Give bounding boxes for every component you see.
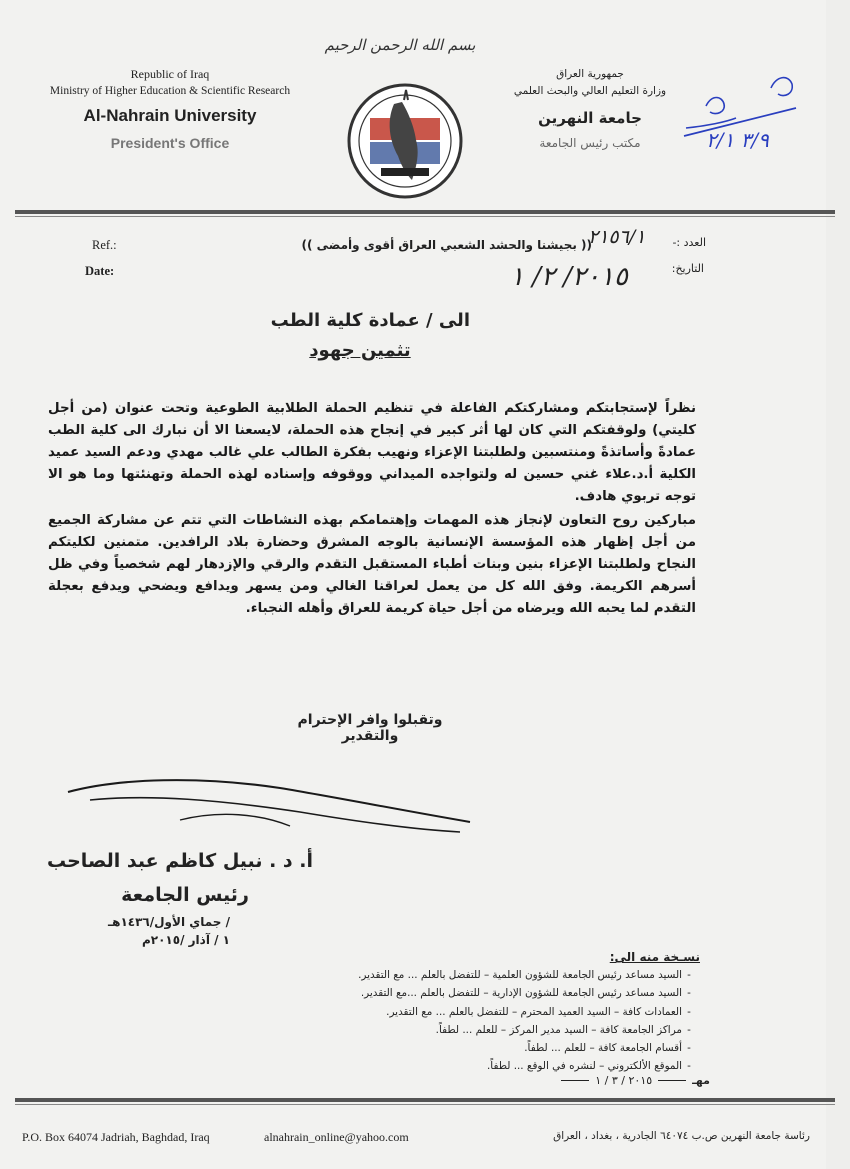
paragraph-1: نظراً لإستجابتكم ومشاركتكم الفاعلة في تنظيم الحملة الطلابية الطوعية وتحت عنوان (من أجل كليتي) ولوقفتكم التي كان لها أثر كبير في إنجاح هذه الحملة، لايسعنا الا أن نبارك الى كلية الطب عمادةً وأساتذةً ومنتسبين ولطلبتنا الإعزاء ونهيب بفكرة الطالب علي غالب مهدي ودعم السيد عميد الكلية أ.د.علاء غني حسين له ولتواجده الميداني ووقوفه وإسناده لهذه الحملة وتهنئتها وما هو الا توجه تربوي هادف. xyxy=(48,401,696,504)
university-en: Al-Nahrain University xyxy=(83,106,257,126)
initials: مهـ xyxy=(692,1074,710,1087)
footer-rule-thin xyxy=(15,1104,835,1105)
office-en: President's Office xyxy=(110,134,230,151)
list-dash: - xyxy=(687,1023,691,1036)
list-item: - السيد مساعد رئيس الجامعة للشؤون العلمية – للتفضل بالعلم ... مع التقدير. xyxy=(300,966,696,984)
address-ar: رئاسة جامعة النهرين ص.ب ٦٤٠٧٤ الجادرية ، بغداد ، العراق xyxy=(553,1130,810,1142)
date-label: Date: xyxy=(85,264,115,278)
signatory-name: أ. د . نبيل كاظم عبد الصاحب xyxy=(47,850,313,872)
header-rule xyxy=(15,210,835,214)
date-value: ٢٠١٥/ ٢/ ١ xyxy=(510,262,628,292)
ministry-ar: وزارة التعليم العالي والبحث العلمي xyxy=(513,84,667,97)
initials-rule-left xyxy=(561,1080,589,1081)
basmala: بسم الله الرحمن الرحيم xyxy=(324,36,476,54)
copies-list xyxy=(300,966,696,1076)
list-dash: - xyxy=(687,987,691,1000)
recipient: الى / عمادة كلية الطب xyxy=(270,310,470,331)
signatory-title: رئيس الجامعة xyxy=(121,884,249,906)
university-seal-logo xyxy=(346,82,464,200)
gregorian-date: ١ / آذار /٢٠١٥م xyxy=(141,933,230,947)
country-ar: جمهورية العراق xyxy=(556,68,624,80)
footer-rule xyxy=(15,1098,835,1102)
number-label: العدد :- xyxy=(672,236,706,249)
address-en: P.O. Box 64074 Jadriah, Baghdad, Iraq xyxy=(22,1130,210,1144)
signature-scribble xyxy=(60,770,480,850)
letterhead-arabic xyxy=(490,66,690,153)
date-ar-label: التاريخ: xyxy=(671,262,704,275)
initials-rule xyxy=(658,1080,686,1081)
hijri-date: / جماي الأول/١٤٣٦هـ xyxy=(108,915,230,929)
country-en: Republic of Iraq xyxy=(130,67,210,81)
list-dash: - xyxy=(687,1005,691,1018)
list-item: - أقسام الجامعة كافة – للعلم ... لطفاً. xyxy=(300,1039,696,1057)
letterhead-english xyxy=(20,66,320,153)
list-item: - العمادات كافة – السيد العميد المحترم – للتفضل بالعلم ... مع التقدير. xyxy=(300,1003,696,1021)
ministry-en: Ministry of Higher Education & Scientific Research xyxy=(49,85,291,98)
list-item: - الموقع الألكتروني – لنشره في الوقع ... لطفاً. xyxy=(300,1057,696,1075)
footer-date: ٢٠١٥ / ٣ / ١ xyxy=(595,1074,653,1087)
list-item: - السيد مساعد رئيس الجامعة للشؤون الإدارية – للتفضل بالعلم ...مع التقدير. xyxy=(300,984,696,1002)
copies-heading: نسـخة منه الى: xyxy=(609,950,700,964)
email: alnahrain_online@yahoo.com xyxy=(264,1130,409,1144)
university-ar: جامعة النهرين xyxy=(538,108,642,127)
closing: وتقبلوا وافر الإحترام والتقدير xyxy=(297,712,443,744)
initials-line xyxy=(480,1074,710,1087)
list-dash: - xyxy=(687,1042,691,1055)
header-rule-thin xyxy=(15,216,835,217)
number-value: ٢١٥٦/١ xyxy=(588,226,646,248)
list-item: - مراكز الجامعة كافة – السيد مدير المركز – للعلم ... لطفاً. xyxy=(300,1021,696,1039)
paragraph-2: مباركين روح التعاون لإنجاز هذه المهمات وإهتمامكم بهذه النشاطات التي تتم عن مشاركة الجميع من أجل إظهار هذه المؤسسة الإنسانية بالوجه المشرق وحضارة بلاد الرافدين. متمنين لكليتكم النجاح ولطلبتنا الإعزاء بنين وبنات أطباء المستقبل التقدم والرقي والإزدهار لهم شخصياً وفي ظل أسرهم الكريمة. وفق الله كل من يعمل لعراقنا الغالي ومن يسهر ويدافع ويضحي ويدفع بعجلة التقدم لما يحبه الله ويرضاه من أجل حياة كريمة للعراق وأهله النجباء. xyxy=(48,513,696,616)
subject: تثمين جهود xyxy=(309,340,411,361)
handwritten-note-text: ٣/٩ ٢/١ xyxy=(706,128,769,152)
slogan: (( بجيشنا والحشد الشعبي العراق أقوى وأمضى )) xyxy=(301,238,592,252)
scan-edge xyxy=(826,0,850,1169)
office-ar: مكتب رئيس الجامعة xyxy=(539,135,641,150)
ref-label: Ref.: xyxy=(92,238,117,252)
handwritten-note xyxy=(676,58,816,168)
list-dash: - xyxy=(687,969,691,981)
list-dash: - xyxy=(687,1060,691,1073)
